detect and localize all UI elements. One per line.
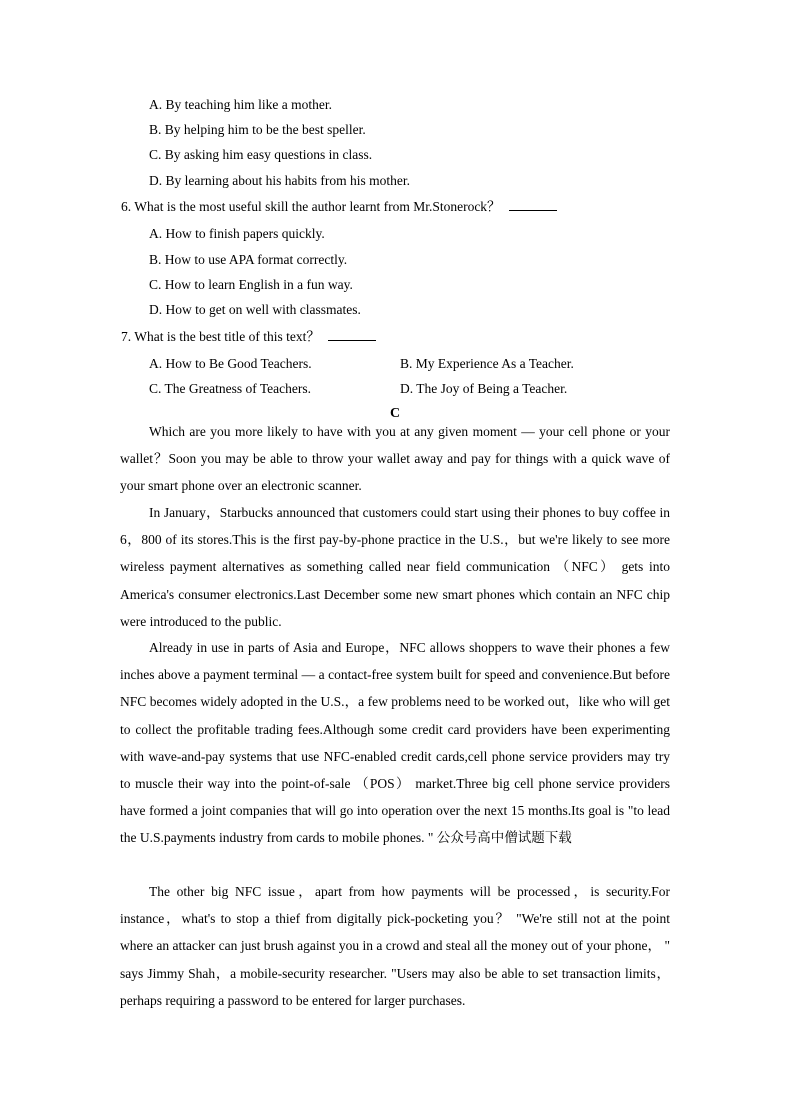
q7-option-b: B. My Experience As a Teacher. <box>400 356 574 371</box>
q7-option-c: C. The Greatness of Teachers. <box>149 381 311 396</box>
paragraph-1: Which are you more likely to have with you at any given moment — your cell phone or your wallet？Soon you may be able to throw your wallet away and pay for things with a quick wave of your smart phone over an electronic scanner. <box>120 424 670 494</box>
answer-blank-6 <box>509 198 557 211</box>
question-6 <box>121 198 557 216</box>
q5-option-a: A. By teaching him like a mother. <box>149 97 332 112</box>
q6-option-c: C. How to learn English in a fun way. <box>149 277 353 292</box>
answer-blank-7 <box>328 328 376 341</box>
q5-option-c: C. By asking him easy questions in class. <box>149 147 373 162</box>
section-label: C <box>389 406 401 421</box>
q6-option-b: B. How to use APA format correctly. <box>149 252 348 267</box>
q5-option-b: B. By helping him to be the best speller. <box>149 122 366 137</box>
question-6-text: 6. What is the most useful skill the author learnt from Mr.Stonerock？ <box>121 199 501 214</box>
question-7 <box>121 328 376 346</box>
paragraph-4: The other big NFC issue，apart from how payments will be processed，is security.For instance，what's to stop a thief from digitally pick-pocketing you？ "We're still not at the point where an attacker can just brush against you in a crowd and steal all the money out of your phone， " says Jimmy Shah，a mobile-security researcher. "Users may also be able to set transaction limits，perhaps requiring a password to be entered for larger purchases. <box>120 884 670 1008</box>
paragraph-3: Already in use in parts of Asia and Europe，NFC allows shoppers to wave their phones a few inches above a payment terminal — a contact-free system built for speed and convenience.But before NFC becomes widely adopted in the U.S.，a few problems need to be worked out，like who will get to collect the profitable trading fees.Although some credit card providers have been experimenting with wave-and-pay systems that use NFC-enabled credit cards,cell phone service providers may try to muscle their way into the point-of-sale （POS） market.Three big cell phone service providers have formed a joint companies that will go into operation over the next 15 months.Its goal is "to lead the U.S.payments industry from cards to mobile phones. " 公众号高中僧试题下载 <box>120 640 670 846</box>
q6-option-d: D. How to get on well with classmates. <box>149 302 361 317</box>
q6-option-a: A. How to finish papers quickly. <box>149 226 325 241</box>
q5-option-d: D. By learning about his habits from his mother. <box>149 173 410 188</box>
q7-option-a: A. How to Be Good Teachers. <box>149 356 312 371</box>
question-7-text: 7. What is the best title of this text？ <box>121 329 320 344</box>
paragraph-2: In January，Starbucks announced that customers could start using their phones to buy coffee in 6，800 of its stores.This is the first pay-by-phone practice in the U.S.，but we're likely to see more wireless payment alternatives as something called near field communication （NFC） gets into America's consumer electronics.Last December some new smart phones which contain an NFC chip were introduced to the public. <box>120 505 670 629</box>
q7-option-d: D. The Joy of Being a Teacher. <box>400 381 568 396</box>
